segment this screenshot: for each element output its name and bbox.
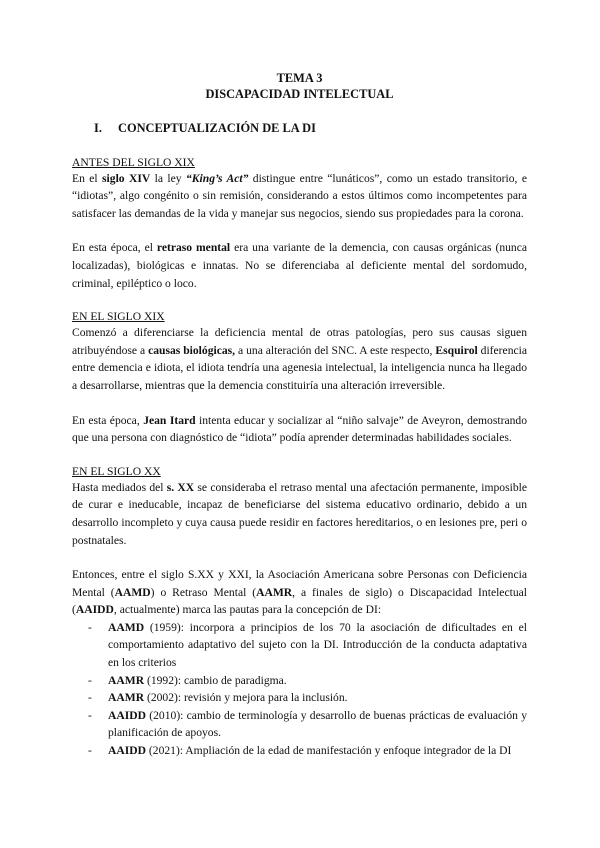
tema-number: TEMA 3 [276, 71, 323, 85]
list-item: - AAMR (2002): revisión y mejora para la inclusión. [72, 689, 527, 707]
document-page [72, 70, 527, 760]
paragraph: En esta época, el retraso mental era una variante de la demencia, con causas orgánicas (nunca localizadas), biológicas e innatas. No se diferenciaba al deficiente mental del sordomudo, criminal, epiléptico o loco. [72, 241, 527, 290]
section-number: I. [94, 121, 102, 135]
paragraph: Hasta mediados del s. XX se consideraba el retraso mental una afectación permanente, imposible de curar e ineducable, incapaz de beneficiarse del sistema educativo ordinario, debido a un desarrollo incompleto y cuya causa puede residir en factores hereditarios, o en lesiones pre, peri o postnatales. [72, 480, 527, 547]
paragraph: En esta época, Jean Itard intenta educar y socializar al “niño salvaje” de Aveyron, demostrando que una persona con diagnóstico de “idiota” podía aprender determinadas habilidades sociales. [72, 413, 527, 445]
subheading-antes-siglo-xix: ANTES DEL SIGLO XIX [72, 155, 195, 169]
paragraph: En el siglo XIV la ley “King’s Act” distingue entre “lunáticos”, como un estado transitorio, e “idiotas”, algo congénito o sin remisión, considerando a estos últimos como incompetentes para satisfacer las demandas de la vida y manejar sus negocios, siendo sus propiedades para la corona. [72, 171, 527, 220]
subheading-siglo-xix: EN EL SIGLO XIX [72, 310, 165, 324]
list-item: - AAMD (1959): incorpora a principios de los 70 la asociación de dificultades en el comportamiento adaptativo del sujeto con la DI. Introducción de la conducta adaptativa en los criterios [72, 619, 527, 672]
list-item: - AAMR (1992): cambio de paradigma. [72, 672, 527, 690]
paragraph: Comenzó a diferenciarse la deficiencia mental de otras patologías, pero sus causas siguen atribuyéndose a causas biológicas, a una alteración del SNC. A este respecto, Esquirol diferencia entre demencia e idiota, el idiota tendría una agenesia intelectual, la inteligencia nunca ha llegado a desarrollarse, mientras que la demencia constituiría una alteración irreversible. [72, 326, 527, 392]
paragraph: Entonces, entre el siglo S.XX y XXI, la Asociación Americana sobre Personas con Deficiencia Mental (AAMD) o Retraso Mental (AAMR, a finales de siglo) o Discapacidad Intelectual (AAIDD, actualmente) marca las pautas para la concepción de DI: [72, 568, 527, 617]
section-title: CONCEPTUALIZACIÓN DE LA DI [118, 121, 316, 135]
list-item: - AAIDD (2010): cambio de terminología y desarrollo de buenas prácticas de evaluación y planificación de apoyos. [72, 707, 527, 742]
subheading-siglo-xx: EN EL SIGLO XX [72, 464, 161, 478]
section-heading [94, 120, 527, 138]
list-item: - AAIDD (2021): Ampliación de la edad de manifestación y enfoque integrador de la DI [72, 742, 527, 760]
aamr-list [72, 619, 527, 760]
document-title: DISCAPACIDAD INTELECTUAL [205, 87, 394, 101]
